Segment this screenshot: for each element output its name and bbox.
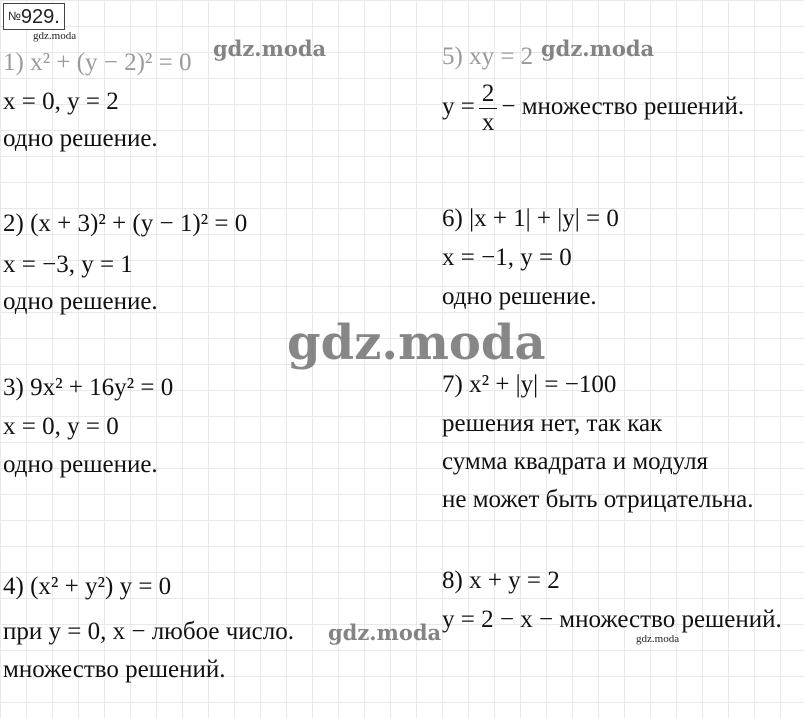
problem-3-equation: 3) 9x² + 16y² = 0 (3, 374, 174, 401)
problem-6-solution: x = −1, y = 0 (442, 244, 572, 271)
fraction-numerator: 2 (479, 80, 498, 109)
problem-number: 929. (20, 6, 60, 28)
problem-5-lhs: y = (442, 93, 475, 121)
problem-7-line-1: решения нет, так как (442, 410, 663, 437)
problem-6-equation: 6) |x + 1| + |y| = 0 (442, 205, 619, 232)
watermark: gdz.moda (541, 36, 655, 61)
problem-3-result: одно решение. (3, 451, 158, 478)
fraction-denominator: x (481, 109, 495, 136)
source-label: gdz.moda (33, 30, 77, 42)
problem-7-line-2: сумма квадрата и модуля (442, 448, 709, 475)
problem-2-equation: 2) (x + 3)² + (y − 1)² = 0 (3, 210, 248, 237)
problem-7-equation: 7) x² + |y| = −100 (442, 371, 617, 398)
source-label: gdz.moda (636, 633, 680, 645)
problem-4-solution: при y = 0, x − любое число. (3, 618, 295, 645)
problem-4-equation: 4) (x² + y²) y = 0 (3, 573, 172, 600)
watermark: gdz.moda (328, 620, 442, 645)
problem-1-equation: 1) x² + (y − 2)² = 0 (3, 49, 192, 76)
problem-2-solution: x = −3, y = 1 (3, 251, 133, 278)
fraction (479, 80, 498, 137)
problem-8-equation: 8) x + y = 2 (442, 567, 560, 594)
problem-2-result: одно решение. (3, 288, 158, 315)
problem-number-badge (3, 3, 65, 30)
watermark: gdz.moda (213, 36, 327, 61)
problem-4-result: множество решений. (3, 656, 226, 683)
problem-1-solution: x = 0, y = 2 (3, 88, 119, 115)
problem-3-solution: x = 0, y = 0 (3, 413, 119, 440)
problem-5-equation: 5) xy = 2 (442, 43, 534, 70)
watermark-large: gdz.moda (287, 315, 546, 371)
number-sign: № (8, 9, 21, 23)
problem-5-rest: − множество решений. (501, 93, 745, 121)
problem-6-result: одно решение. (442, 283, 597, 310)
problem-8-solution: y = 2 − x − множество решений. (442, 606, 782, 633)
problem-5-solution (442, 80, 744, 137)
problem-1-result: одно решение. (3, 125, 158, 152)
problem-7-line-3: не может быть отрицательна. (442, 486, 754, 513)
